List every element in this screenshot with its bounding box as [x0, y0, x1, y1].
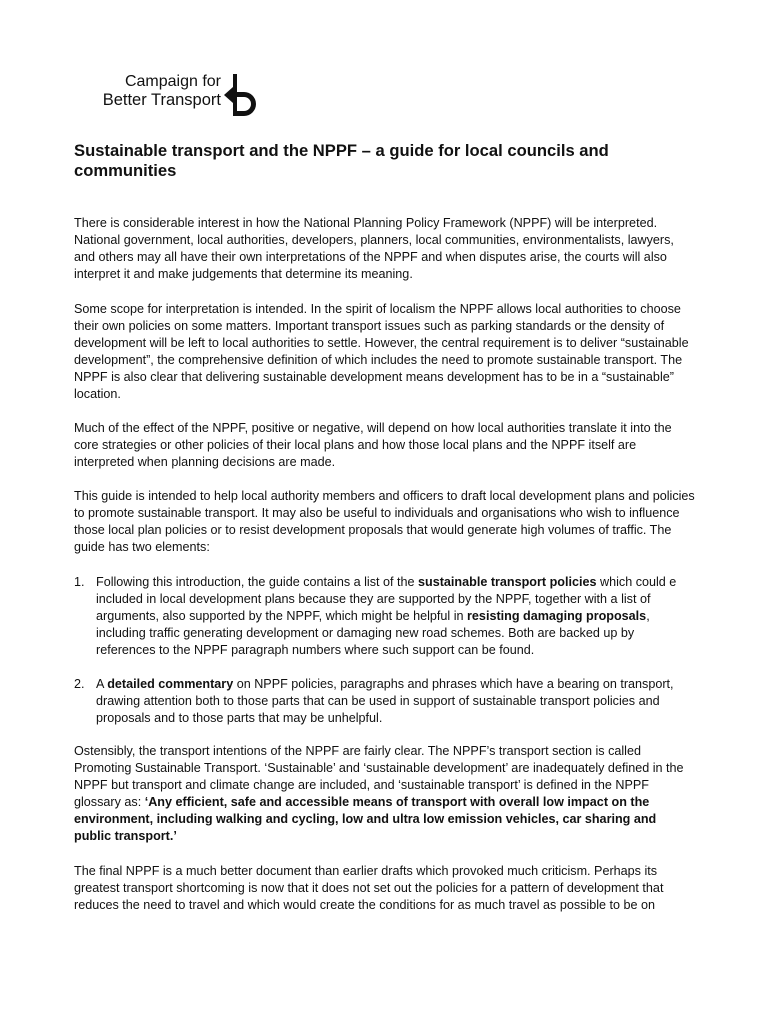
text-span: , including traffic generating development or damaging new road schemes. Both are backed up by references to the NPPF paragraph numbers where such support can be found.: [96, 609, 650, 657]
paragraph-guide-purpose: This guide is intended to help local authority members and officers to draft local development plans and policies to promote sustainable transport. It may also be useful to individuals and organisations who wish to influence those local plan policies or to resist development proposals that would generate high volumes of traffic. The guide has two elements:: [74, 489, 695, 554]
logo-line1: Campaign for: [124, 73, 221, 90]
glossary-quote: ‘Any efficient, safe and accessible means of transport with overall low impact on the environment, including walking and cycling, low and ultra low emission vehicles, car sharing and public transport.’: [74, 795, 657, 843]
campaign-logo: [80, 70, 280, 122]
logo-line2: Better Transport: [102, 91, 221, 109]
paragraph-final-nppf: The final NPPF is a much better document than earlier drafts which provoked much criticism. Perhaps its greatest transport shortcoming is now that it does not set out the policies for a pattern of development that reduces the need to travel and which would create the conditions for as much travel as possible to be on: [74, 864, 664, 912]
page-title: Sustainable transport and the NPPF – a guide for local councils and communities: [74, 141, 609, 180]
paragraph-interpretation: Some scope for interpretation is intended. In the spirit of localism the NPPF allows local authorities to choose their own policies on some matters. Important transport issues such as parking standards or the density of development will be left to local authorities to settle. However, the central requirement is to deliver “sustainable development”, the comprehensive definition of which includes the need to promote sustainable transport. The NPPF is also clear that delivering sustainable development means development has to be in a “sustainable” location.: [74, 302, 689, 401]
text-span: on NPPF policies, paragraphs and phrases which have a bearing on transport, drawing attention both to those parts that can be used in support of sustainable transport policies and proposals and to those parts that may be unhelpful.: [96, 677, 674, 725]
paragraph-intro: There is considerable interest in how the National Planning Policy Framework (NPPF) will be interpreted. National government, local authorities, developers, planners, local communities, environmentalists, lawyers, and others may all have their own interpretations of the NPPF and when disputes arise, the courts will also interpret it and make judgements that determine its meaning.: [74, 216, 674, 281]
list-item-body: [96, 574, 696, 659]
emphasis-sustainable-policies: sustainable transport policies: [418, 575, 597, 589]
list-number: 2.: [74, 677, 85, 691]
tb-arrow-logo-icon: [224, 74, 264, 120]
paragraph-effect: Much of the effect of the NPPF, positive or negative, will depend on how local authorities translate it into the core strategies or other policies of their local plans and how those local plans and the NPPF itself are interpreted when planning decisions are made.: [74, 421, 672, 469]
emphasis-resisting-proposals: resisting damaging proposals: [467, 609, 647, 623]
text-span: A: [96, 677, 108, 691]
text-span: Ostensibly, the transport intentions of the NPPF are fairly clear. The NPPF’s transport section is called Promoting Sustainable Transport. ‘Sustainable’ and ‘sustainable development’ are inadequately defined in the NPPF but transport and climate change are included, and ‘sustainable transport’ is defined in the NPPF glossary as:: [74, 744, 684, 809]
logo-text: [80, 73, 221, 109]
list-number: 1.: [74, 575, 85, 589]
text-span: which could e included in local development plans because they are supported by the NPPF, together with a list of arguments, also supported by the NPPF, which might be helpful in: [96, 575, 677, 623]
text-span: Following this introduction, the guide contains a list of the: [96, 575, 419, 589]
emphasis-detailed-commentary: detailed commentary: [107, 677, 234, 691]
paragraph-ostensibly: [74, 743, 696, 845]
list-item-body: [96, 676, 696, 727]
